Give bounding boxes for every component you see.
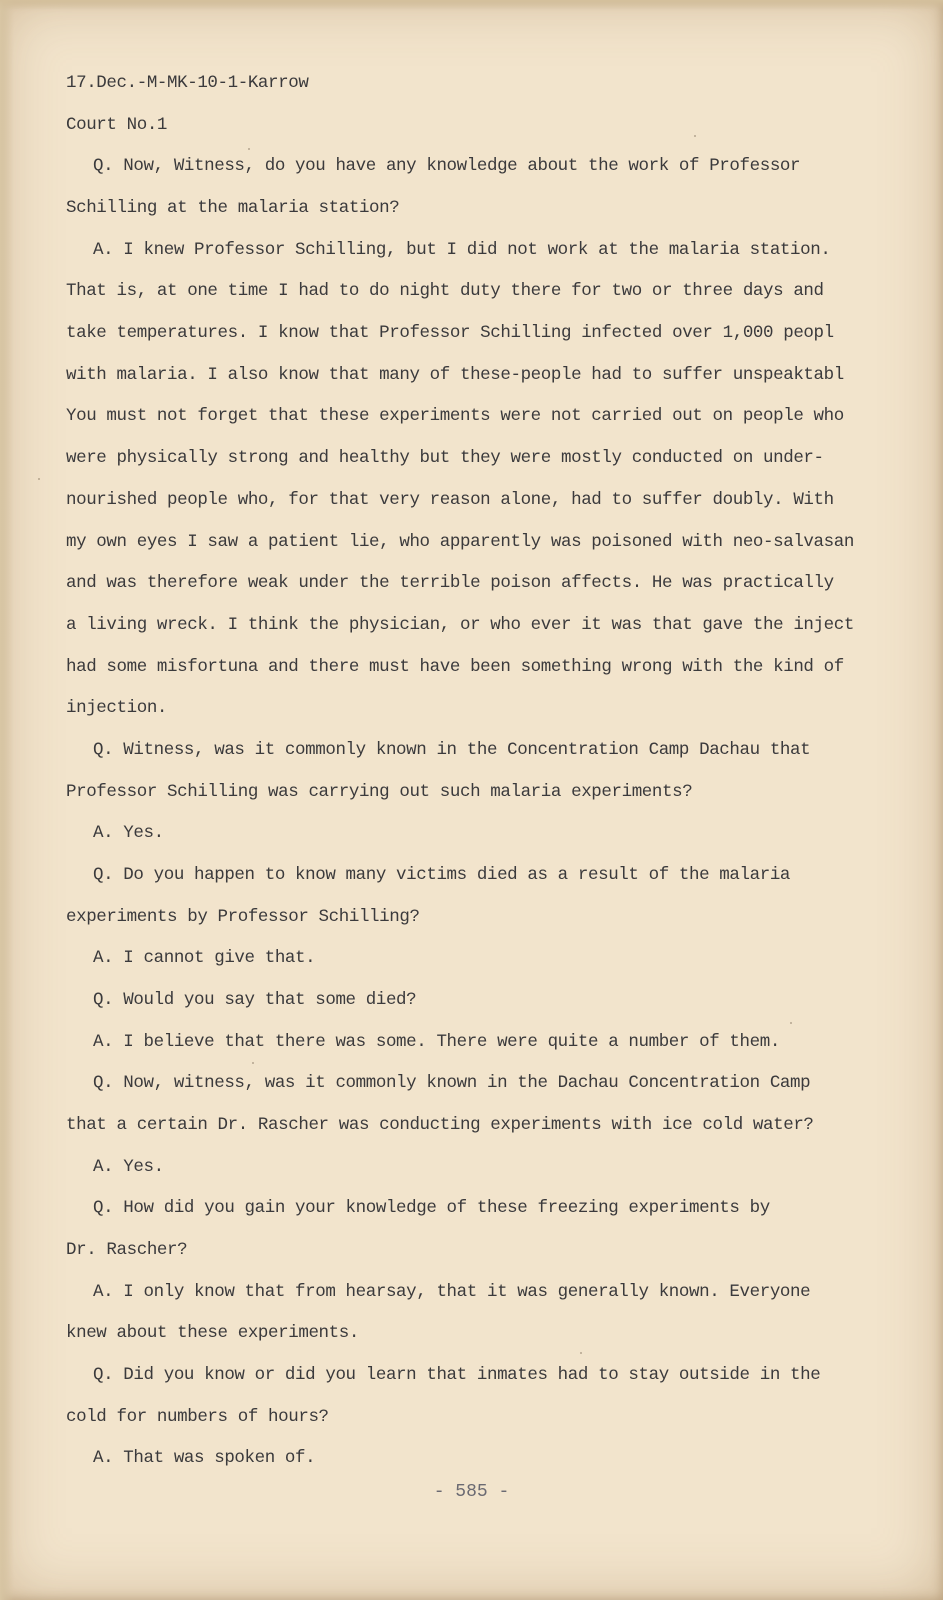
transcript-line: A. Yes. (93, 823, 164, 843)
transcript-line: That is, at one time I had to do night duty there for two or three days and (66, 281, 824, 301)
transcript-line: Q. How did you gain your knowledge of these freezing experiments by (93, 1198, 770, 1218)
transcript-line: experiments by Professor Schilling? (66, 907, 420, 927)
transcript-line: nourished people who, for that very reason alone, had to suffer doubly. With (66, 490, 834, 510)
transcript-line: injection. (66, 698, 168, 718)
transcript-line: and was therefore weak under the terrible poison affects. He was practically (66, 573, 834, 593)
court-label: Court No.1 (66, 115, 168, 135)
transcript-line: Q. Now, Witness, do you have any knowledge about the work of Professor (93, 156, 801, 176)
transcript-line: a living wreck. I think the physician, or who ever it was that gave the inject (66, 615, 854, 635)
transcript-line: A. I cannot give that. (93, 948, 316, 968)
document-reference: 17.Dec.-M-MK-10-1-Karrow (66, 73, 309, 93)
paper-speck (38, 478, 40, 480)
transcript-line: with malaria. I also know that many of these-people had to suffer unspeaktabl (66, 365, 844, 385)
paper-speck (252, 1062, 254, 1064)
page-edge-shadow-top (0, 0, 943, 10)
transcript-line: my own eyes I saw a patient lie, who apparently was poisoned with neo-salvasan (66, 532, 854, 552)
transcript-line: A. I knew Professor Schilling, but I did not work at the malaria station. (93, 240, 831, 260)
page-edge-shadow-left (0, 0, 14, 1600)
paper-speck (790, 1022, 792, 1024)
transcript-line: Q. Now, witness, was it commonly known in the Dachau Concentration Camp (93, 1073, 811, 1093)
transcript-line: knew about these experiments. (66, 1323, 359, 1343)
paper-speck (580, 1352, 582, 1354)
transcript-line: had some misfortuna and there must have been something wrong with the kind of (66, 657, 844, 677)
transcript-line: Q. Did you know or did you learn that inmates had to stay outside in the (93, 1365, 821, 1385)
paper-speck (694, 135, 696, 137)
transcript-line: Q. Do you happen to know many victims died as a result of the malaria (93, 865, 791, 885)
transcript-line: take temperatures. I know that Professor Schilling infected over 1,000 peopl (66, 323, 834, 343)
transcript-line: A. I only know that from hearsay, that it was generally known. Everyone (93, 1282, 811, 1302)
transcript-line: Schilling at the malaria station? (66, 198, 400, 218)
transcript-line: Q. Would you say that some died? (93, 990, 417, 1010)
paper-speck (248, 148, 250, 150)
transcript-line: cold for numbers of hours? (66, 1407, 329, 1427)
transcript-line: A. I believe that there was some. There were quite a number of them. (93, 1032, 780, 1052)
page-number: - 585 - (433, 1482, 510, 1502)
transcript-line: Professor Schilling was carrying out such malaria experiments? (66, 782, 693, 802)
transcript-line: that a certain Dr. Rascher was conducting experiments with ice cold water? (66, 1115, 814, 1135)
transcript-line: were physically strong and healthy but they were mostly conducted on under- (66, 448, 824, 468)
transcript-line: A. Yes. (93, 1157, 164, 1177)
transcript-line: A. That was spoken of. (93, 1448, 316, 1468)
transcript-line: You must not forget that these experiments were not carried out on people who (66, 406, 844, 426)
transcript-line: Q. Witness, was it commonly known in the Concentration Camp Dachau that (93, 740, 811, 760)
transcript-line: Dr. Rascher? (66, 1240, 188, 1260)
